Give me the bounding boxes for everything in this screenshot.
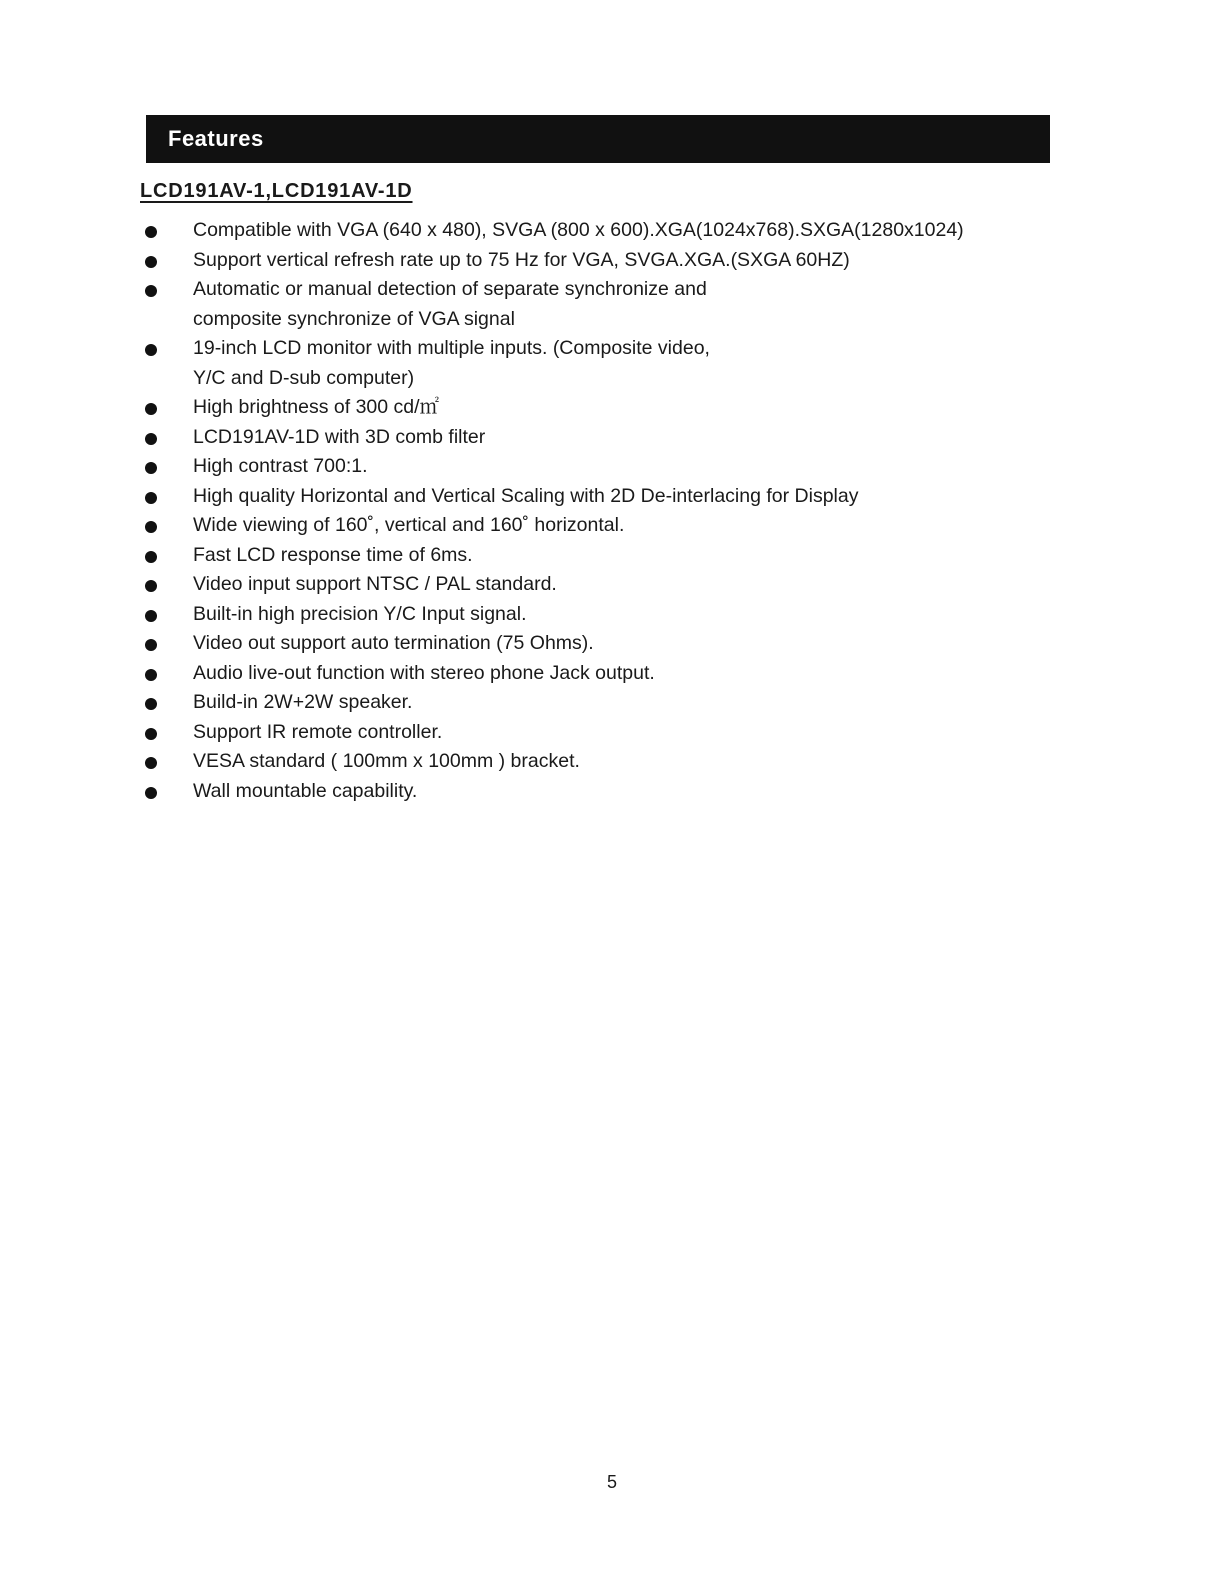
feature-text: Compatible with VGA (640 x 480), SVGA (800 x 600).XGA(1024x768).SXGA(1280x1024) bbox=[193, 219, 964, 241]
bullet-icon bbox=[145, 462, 157, 474]
bullet-icon bbox=[145, 669, 157, 681]
bullet-icon bbox=[145, 728, 157, 740]
model-heading: LCD191AV-1,LCD191AV-1D bbox=[140, 180, 413, 202]
bullet-icon bbox=[145, 256, 157, 268]
list-item bbox=[140, 718, 1100, 748]
list-item bbox=[140, 216, 1100, 246]
bullet-icon bbox=[145, 344, 157, 356]
feature-text: Wide viewing of 160˚, vertical and 160˚ horizontal. bbox=[193, 514, 625, 536]
feature-text: Build-in 2W+2W speaker. bbox=[193, 691, 413, 713]
bullet-icon bbox=[145, 285, 157, 297]
bullet-icon bbox=[145, 757, 157, 769]
feature-text: Wall mountable capability. bbox=[193, 779, 418, 802]
list-item bbox=[140, 777, 1100, 807]
list-item bbox=[140, 600, 1100, 630]
bullet-icon bbox=[145, 403, 157, 415]
bullet-icon bbox=[145, 551, 157, 563]
section-title: Features bbox=[168, 126, 264, 151]
bullet-icon bbox=[145, 226, 157, 238]
list-item bbox=[140, 570, 1100, 600]
page-number: 5 bbox=[606, 1472, 617, 1492]
list-item bbox=[140, 393, 1100, 423]
bullet-icon bbox=[145, 580, 157, 592]
list-item bbox=[140, 688, 1100, 718]
bullet-icon bbox=[145, 639, 157, 651]
bullet-icon bbox=[145, 521, 157, 533]
bullet-icon bbox=[145, 610, 157, 622]
list-item bbox=[140, 334, 1100, 393]
feature-text: Built-in high precision Y/C Input signal. bbox=[193, 602, 527, 625]
bullet-icon bbox=[145, 698, 157, 710]
feature-text: LCD191AV-1D with 3D comb filter bbox=[193, 425, 486, 448]
feature-text: Audio live-out function with stereo phone Jack output. bbox=[193, 661, 655, 684]
list-item bbox=[140, 511, 1100, 541]
feature-text: High contrast 700:1. bbox=[193, 455, 368, 477]
feature-text: High quality Horizontal and Vertical Scaling with 2D De-interlacing for Display bbox=[193, 484, 859, 507]
feature-list bbox=[140, 216, 1100, 806]
feature-text: Video input support NTSC / PAL standard. bbox=[193, 573, 557, 595]
feature-text: Video out support auto termination (75 Ohms). bbox=[193, 632, 594, 654]
feature-text: Support IR remote controller. bbox=[193, 720, 443, 743]
list-item bbox=[140, 629, 1100, 659]
feature-text: Support vertical refresh rate up to 75 Hz for VGA, SVGA.XGA.(SXGA 60HZ) bbox=[193, 248, 850, 271]
list-item bbox=[140, 246, 1100, 276]
list-item bbox=[140, 747, 1100, 777]
list-item bbox=[140, 659, 1100, 689]
feature-text: Fast LCD response time of 6ms. bbox=[193, 543, 473, 566]
bullet-icon bbox=[145, 492, 157, 504]
feature-text: High brightness of 300 cd/㎡ bbox=[193, 396, 440, 418]
feature-text: VESA standard ( 100mm x 100mm ) bracket. bbox=[193, 750, 580, 772]
list-item bbox=[140, 423, 1100, 453]
list-item bbox=[140, 452, 1100, 482]
section-header-bar bbox=[146, 115, 1050, 163]
feature-text: Automatic or manual detection of separate synchronize and composite synchronize of VGA signal bbox=[193, 278, 707, 330]
list-item bbox=[140, 275, 1100, 334]
feature-text: 19-inch LCD monitor with multiple inputs. (Composite video, Y/C and D-sub computer) bbox=[193, 337, 710, 389]
bullet-icon bbox=[145, 787, 157, 799]
list-item bbox=[140, 541, 1100, 571]
list-item bbox=[140, 482, 1100, 512]
bullet-icon bbox=[145, 433, 157, 445]
